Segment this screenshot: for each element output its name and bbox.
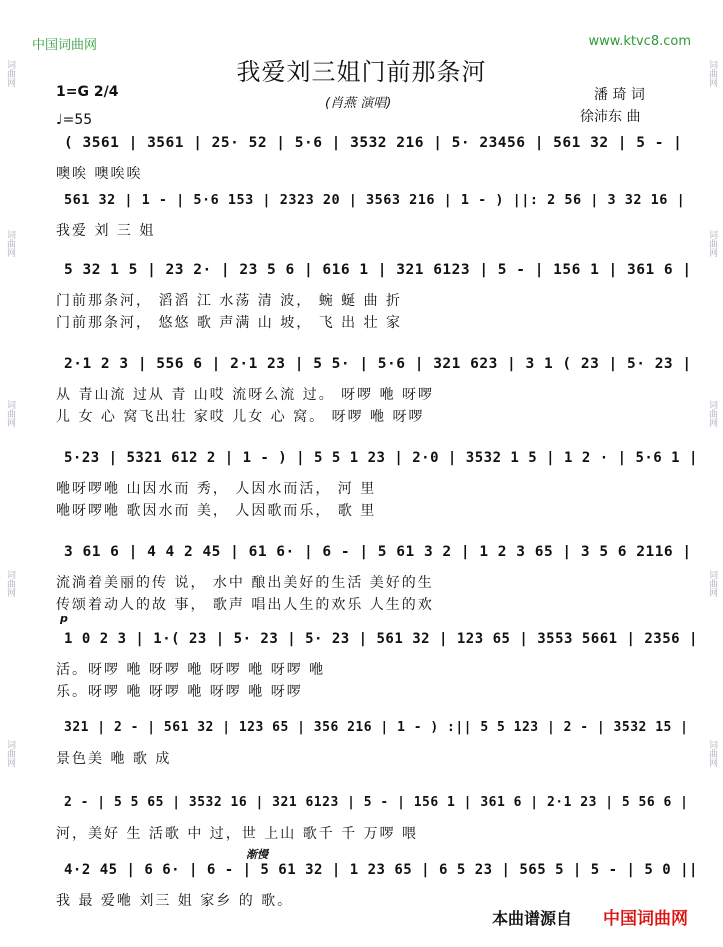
dynamic-mark: p: [60, 612, 68, 625]
lyric-line: 咃呀啰咃 山因水而 秀， 人因水而活， 河 里: [56, 481, 377, 497]
lyric-line: 活。呀啰 咃 呀啰 咃 呀啰 咃 呀啰 咃: [56, 662, 326, 678]
notation-row: ( 3561 | 3561 | 25· 52 | 5·6 | 3532 216 | 5· 23456 | 561 32 | 5 - |: [64, 135, 683, 151]
notation-row: 561 32 | 1 - | 5·6 153 | 2323 20 | 3563 216 | 1 - ) ||: 2 56 | 3 32 16 |: [64, 192, 686, 208]
lyric-line: 景色美 咃 歌 成: [56, 751, 172, 767]
notation-row: 5·23 | 5321 612 2 | 1 - ) | 5 5 1 23 | 2·0 | 3532 1 5 | 1 2 · | 5·6 1 |: [64, 450, 698, 466]
lyric-line: 咃呀啰咃 歌因水而 美， 人因歌而乐， 歌 里: [56, 503, 377, 519]
site-url: www.ktvc8.com: [588, 34, 691, 49]
tempo-marking: ♩=55: [56, 112, 93, 128]
notation-row: 2·1 2 3 | 556 6 | 2·1 23 | 5 5· | 5·6 | 321 623 | 3 1 ( 23 | 5· 23 |: [64, 356, 692, 372]
lyric-line: 儿 女 心 窝飞出壮 家哎 儿女 心 窝。 呀啰 咃 呀啰: [56, 409, 425, 425]
lyric-line: 传颂着动人的故 事， 歌声 唱出人生的欢乐 人生的欢: [56, 597, 434, 613]
notation-row: 1 0 2 3 | 1·( 23 | 5· 23 | 5· 23 | 561 32 | 123 65 | 3553 5661 | 2356 |: [64, 631, 698, 647]
notation-row: 5 32 1 5 | 23 2· | 23 5 6 | 616 1 | 321 6123 | 5 - | 156 1 | 361 6 |: [64, 262, 692, 278]
watermark-left-5: 词曲网: [5, 740, 15, 767]
notation-row: 321 | 2 - | 561 32 | 123 65 | 356 216 | 1 - ) :|| 5 5 123 | 2 - | 3532 15 |: [64, 720, 689, 735]
watermark-right-4: 词曲网: [707, 570, 717, 597]
performer: (肖燕 演唱): [325, 96, 392, 111]
notation-row: 4·2 45 | 6 6· | 6 - | 5 61 32 | 1 23 65 | 6 5 23 | 565 5 | 5 - | 5 0 ||: [64, 862, 698, 878]
key-signature: 1=G 2/4: [56, 84, 119, 100]
slow-mark: 渐慢: [246, 848, 268, 861]
watermark-left-1: 词曲网: [5, 60, 15, 87]
watermark-left-3: 词曲网: [5, 400, 15, 427]
lyric-line: 乐。呀啰 咃 呀啰 咃 呀啰 咃 呀啰: [56, 684, 303, 700]
lyricist: 潘 琦 词: [594, 87, 645, 103]
watermark-right-2: 词曲网: [707, 230, 717, 257]
song-title: 我爱刘三姐门前那条河: [236, 58, 487, 86]
notation-row: 2 - | 5 5 65 | 3532 16 | 321 6123 | 5 - | 156 1 | 361 6 | 2·1 23 | 5 56 6 |: [64, 795, 689, 810]
watermark-right-5: 词曲网: [707, 740, 717, 767]
lyric-line: 河，美好 生 活歌 中 过，世 上山 歌千 千 万啰 喂: [56, 826, 419, 842]
lyric-line: 我爱 刘 三 姐: [56, 223, 156, 239]
site-name-left: 中国词曲网: [32, 38, 98, 53]
footer-source: 本曲谱源自: [492, 909, 573, 928]
lyric-line: 门前那条河， 滔滔 江 水荡 清 波， 蜿 蜒 曲 折: [56, 293, 403, 309]
lyric-line: 我 最 爱咃 刘三 姐 家乡 的 歌。: [56, 893, 294, 909]
footer-brand: 中国词曲网: [603, 909, 688, 929]
lyric-line: 流淌着美丽的传 说， 水中 酿出美好的生活 美好的生: [56, 575, 434, 591]
watermark-left-2: 词曲网: [5, 230, 15, 257]
watermark-right-1: 词曲网: [707, 60, 717, 87]
lyric-line: 门前那条河， 悠悠 歌 声满 山 坡， 飞 出 壮 家: [56, 315, 403, 331]
watermark-left-4: 词曲网: [5, 570, 15, 597]
lyric-line: 从 青山流 过从 青 山哎 流呀么流 过。 呀啰 咃 呀啰: [56, 387, 435, 403]
lyric-line: 噢唉 噢唉唉: [56, 166, 143, 182]
notation-row: 3 61 6 | 4 4 2 45 | 61 6· | 6 - | 5 61 3 2 | 1 2 3 65 | 3 5 6 2116 |: [64, 544, 692, 560]
composer: 徐沛东 曲: [580, 109, 641, 125]
watermark-right-3: 词曲网: [707, 400, 717, 427]
